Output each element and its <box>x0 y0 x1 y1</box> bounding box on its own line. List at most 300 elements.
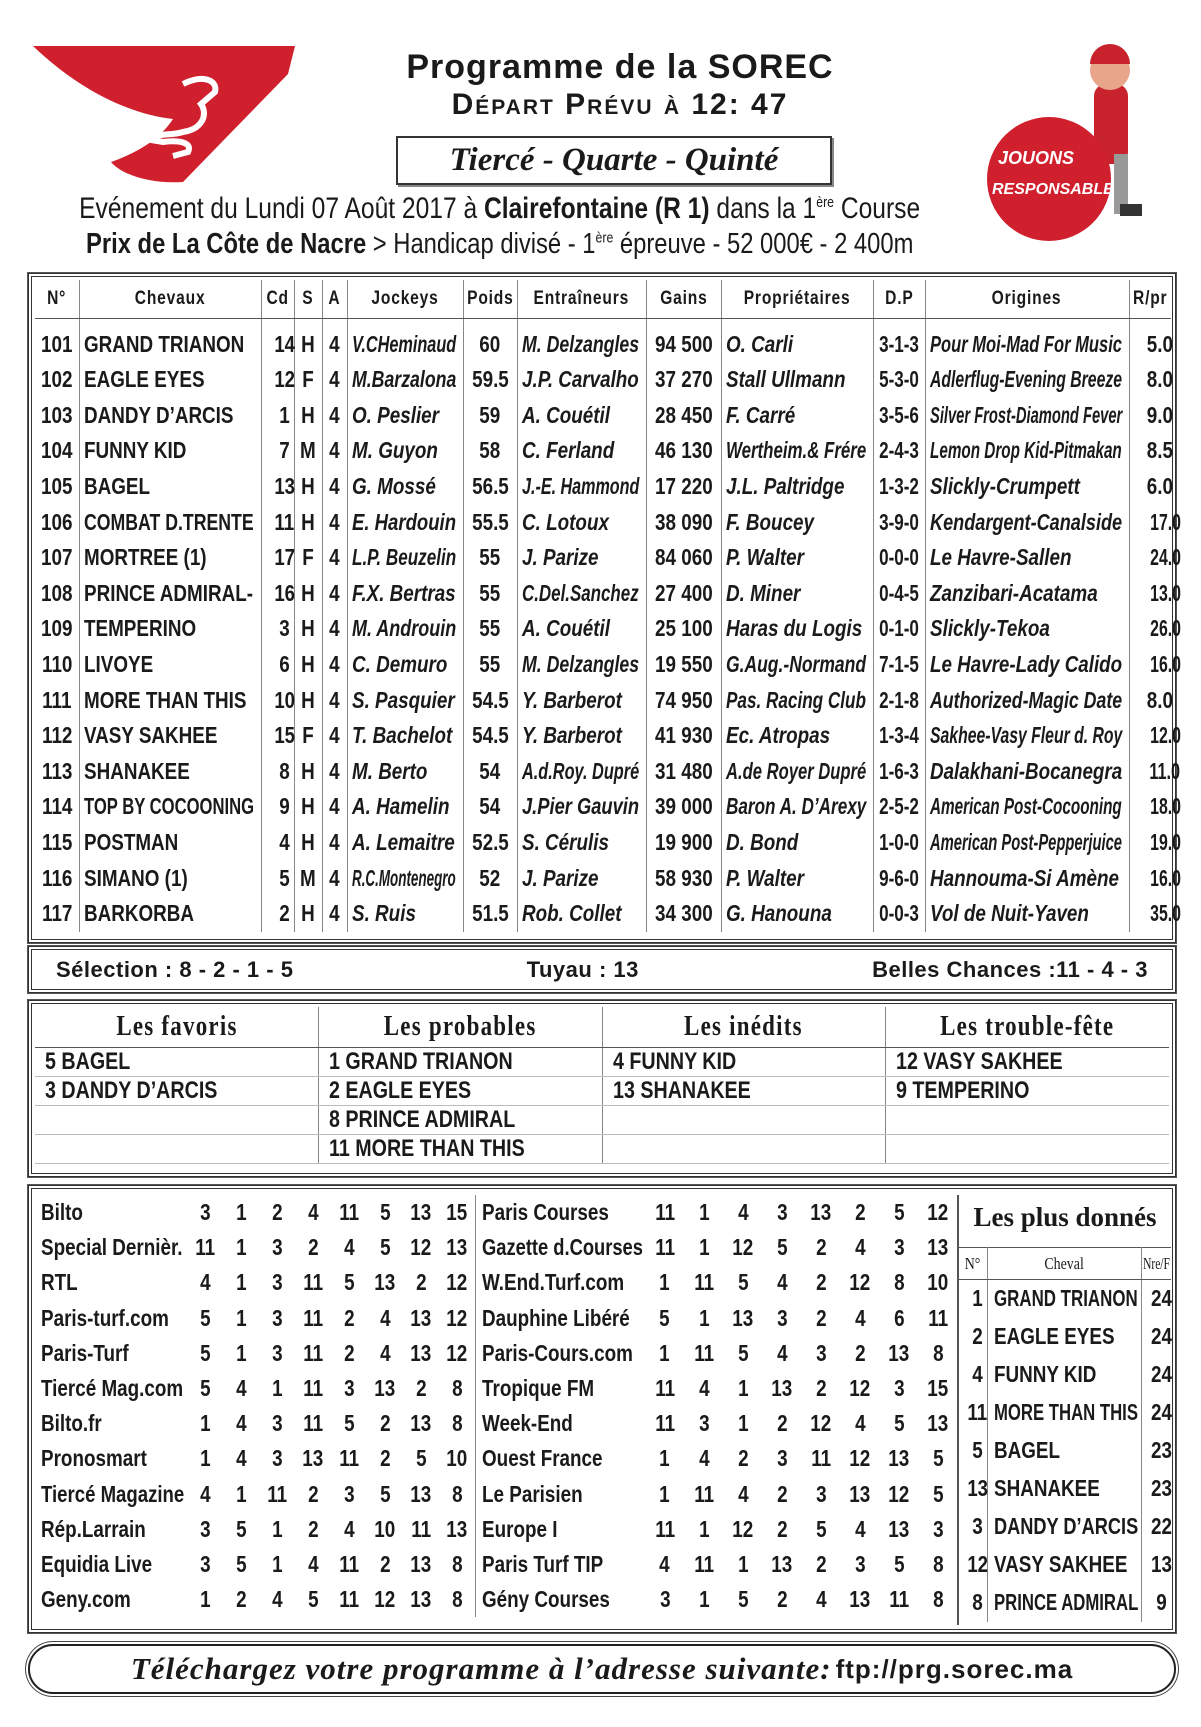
press-pick-text: 11 <box>694 1339 714 1366</box>
cell-weight <box>463 540 517 576</box>
cell-weight <box>463 433 517 469</box>
press-pick <box>919 1336 958 1371</box>
mp-number-text: 13 <box>966 1475 988 1501</box>
cell-sex-text: H <box>301 508 315 535</box>
cell-origins-text: Hannouma-Si Amène <box>929 864 1119 891</box>
cell-dp-text: 0-0-3 <box>879 900 919 927</box>
press-pick-text: 3 <box>271 1234 283 1261</box>
cell-rpr <box>1129 789 1181 825</box>
cell-sex <box>294 718 322 754</box>
cell-owner <box>721 611 873 647</box>
cell-weight <box>463 896 517 932</box>
cell-earnings-text: 34 300 <box>654 900 713 927</box>
runner-row <box>35 318 1171 362</box>
cell-trainer <box>517 469 646 505</box>
cell-earnings-text: 17 220 <box>654 473 713 500</box>
cell-trainer <box>517 540 646 576</box>
press-row <box>476 1547 958 1582</box>
press-pick-text: 13 <box>410 1199 432 1226</box>
mp-horse <box>987 1584 1141 1622</box>
press-pick <box>259 1336 295 1371</box>
most-picked-row <box>959 1584 1171 1622</box>
cell-sex <box>294 576 322 612</box>
cell-jockey-text: C. Demuro <box>351 651 447 678</box>
mp-horse-text: GRAND TRIANON <box>993 1285 1138 1312</box>
cell-cd <box>261 789 294 825</box>
press-pick <box>763 1195 802 1230</box>
cell-dp-text: 3-9-0 <box>879 508 919 535</box>
press-pick <box>403 1547 439 1582</box>
cell-number <box>35 318 79 362</box>
press-pick <box>295 1441 331 1476</box>
press-pick-text: 2 <box>815 1304 827 1331</box>
press-pick-text: 2 <box>235 1586 247 1613</box>
press-row <box>476 1265 958 1300</box>
press-pick-text: 12 <box>810 1410 832 1437</box>
cell-jockey <box>347 789 463 825</box>
press-table-left <box>35 1195 475 1617</box>
press-pick-text: 2 <box>815 1234 827 1261</box>
press-pick-text: 4 <box>307 1199 319 1226</box>
press-pick <box>802 1512 841 1547</box>
press-pick <box>841 1547 880 1582</box>
cell-number <box>35 504 79 540</box>
cell-dp-text: 9-6-0 <box>879 864 919 891</box>
press-pick-text: 2 <box>776 1515 788 1542</box>
cell-cd <box>261 896 294 932</box>
cell-sex-text: H <box>301 473 315 500</box>
press-pick-text: 4 <box>235 1445 247 1472</box>
press-pick <box>802 1336 841 1371</box>
press-pick-text: 11 <box>303 1375 323 1402</box>
press-pick <box>841 1477 880 1512</box>
press-pick <box>724 1301 763 1336</box>
category-entry-text: 5 BAGEL <box>45 1047 131 1075</box>
press-pick-text: 5 <box>343 1269 355 1296</box>
cell-cd-text: 1 <box>279 401 290 428</box>
press-pick-text: 2 <box>307 1234 319 1261</box>
cell-cd-text: 3 <box>279 615 290 642</box>
press-pick-text: 4 <box>854 1515 866 1542</box>
cell-jockey <box>347 433 463 469</box>
cell-age-text: 4 <box>329 544 340 571</box>
cell-dp <box>873 398 925 434</box>
cell-cd-text: 9 <box>279 793 290 820</box>
cell-sex-text: H <box>301 615 315 642</box>
press-pick-text: 13 <box>888 1445 910 1472</box>
cell-age-text: 4 <box>329 900 340 927</box>
most-picked-col-header <box>1141 1248 1171 1280</box>
press-pick-text: 13 <box>410 1304 432 1331</box>
cell-rpr-text: 26.0 <box>1150 615 1181 642</box>
press-pick <box>763 1406 802 1441</box>
cell-earnings-text: 58 930 <box>654 864 713 891</box>
press-pick <box>367 1265 403 1300</box>
press-pick <box>841 1265 880 1300</box>
cell-number <box>35 398 79 434</box>
prize-details: épreuve - 52 000€ - 2 400m <box>613 228 914 260</box>
cell-cd-text: 14 <box>273 330 295 357</box>
cell-origins-text: Silver Frost-Diamond Fever <box>929 401 1122 428</box>
press-pick-text: 5 <box>199 1339 211 1366</box>
press-pick <box>802 1406 841 1441</box>
mp-horse <box>987 1394 1141 1432</box>
press-pick <box>295 1301 331 1336</box>
cell-earnings-text: 27 400 <box>654 579 713 606</box>
press-pick-text: 13 <box>771 1375 793 1402</box>
press-pick-text: 4 <box>235 1410 247 1437</box>
cell-trainer-text: C. Ferland <box>521 437 614 464</box>
cell-weight-text: 59 <box>479 401 501 428</box>
press-pick-text: 11 <box>339 1550 359 1577</box>
mp-number-text: 4 <box>972 1361 983 1387</box>
press-pick <box>919 1512 958 1547</box>
cell-horse-text: LIVOYE <box>83 651 153 678</box>
press-source-text: Paris Turf TIP <box>482 1550 604 1577</box>
cell-earnings <box>646 576 721 612</box>
press-row <box>35 1477 475 1512</box>
press-pick <box>763 1582 802 1617</box>
cell-trainer-text: J.Pier Gauvin <box>521 793 639 820</box>
mp-number-text: 3 <box>972 1513 983 1539</box>
category-entry <box>319 1105 603 1134</box>
category-entry <box>886 1134 1170 1163</box>
press-pick <box>223 1406 259 1441</box>
cell-horse-text: POSTMAN <box>83 829 178 856</box>
press-pick-text: 2 <box>343 1304 355 1331</box>
mp-horse <box>987 1318 1141 1356</box>
press-source <box>35 1301 187 1336</box>
press-pick-text: 13 <box>927 1410 949 1437</box>
cell-owner-text: D. Miner <box>725 579 800 606</box>
cell-horse-text: MORE THAN THIS <box>83 686 246 713</box>
press-pick-text: 2 <box>415 1375 427 1402</box>
cell-trainer-text: C. Lotoux <box>521 508 609 535</box>
cell-rpr <box>1129 504 1181 540</box>
cell-horse <box>79 504 261 540</box>
col-header-dp-text: D.P <box>884 287 914 309</box>
cell-trainer-text: S. Cérulis <box>521 829 609 856</box>
press-pick-text: 1 <box>698 1586 710 1613</box>
press-pick <box>685 1265 724 1300</box>
col-header-horse-text: Chevaux <box>134 287 206 309</box>
press-pick <box>763 1336 802 1371</box>
most-picked-col-header-text: Cheval <box>1044 1253 1084 1273</box>
press-row <box>476 1441 958 1476</box>
press-pick <box>685 1441 724 1476</box>
category-entry-text: 2 EAGLE EYES <box>329 1076 472 1104</box>
press-pick-text: 13 <box>410 1410 432 1437</box>
cell-owner <box>721 433 873 469</box>
press-pick-text: 10 <box>927 1269 949 1296</box>
press-pick <box>646 1512 685 1547</box>
mp-number <box>959 1356 987 1394</box>
press-pick <box>295 1195 331 1230</box>
press-pick <box>223 1582 259 1617</box>
download-url-link[interactable]: ftp://prg.sorec.ma <box>835 1653 1074 1684</box>
cell-origins <box>925 789 1129 825</box>
cell-jockey <box>347 754 463 790</box>
col-header-trainer-text: Entraîneurs <box>533 287 630 309</box>
cell-earnings <box>646 504 721 540</box>
cell-weight <box>463 318 517 362</box>
cell-origins-text: Authorized-Magic Date <box>929 686 1122 713</box>
cell-horse <box>79 896 261 932</box>
press-pick-text: 13 <box>849 1480 871 1507</box>
press-pick-text: 12 <box>888 1480 910 1507</box>
cell-origins-text: Vol de Nuit-Yaven <box>929 900 1089 927</box>
most-picked-row <box>959 1356 1171 1394</box>
cell-owner-text: Stall Ullmann <box>725 366 845 393</box>
cell-horse <box>79 318 261 362</box>
press-pick <box>259 1230 295 1265</box>
press-pick-text: 4 <box>854 1410 866 1437</box>
press-source <box>476 1441 646 1476</box>
cell-earnings-text: 19 900 <box>654 829 713 856</box>
cell-trainer <box>517 789 646 825</box>
cell-dp-text: 0-4-5 <box>879 579 919 606</box>
category-header-text: Les probables <box>383 1010 537 1042</box>
press-pick <box>841 1336 880 1371</box>
cell-age <box>322 611 347 647</box>
event-line <box>40 192 960 226</box>
cell-origins-text: Adlerflug-Evening Breeze <box>929 366 1122 393</box>
press-pick <box>223 1195 259 1230</box>
mp-number-text: 8 <box>972 1589 983 1615</box>
press-pick <box>439 1582 475 1617</box>
press-pick-text: 4 <box>854 1234 866 1261</box>
press-pick-text: 1 <box>737 1550 749 1577</box>
cell-dp <box>873 611 925 647</box>
press-pick-text: 5 <box>415 1445 427 1472</box>
press-source <box>35 1547 187 1582</box>
press-pick <box>331 1512 367 1547</box>
cell-weight <box>463 398 517 434</box>
cell-sex <box>294 860 322 896</box>
press-pick-text: 5 <box>893 1199 905 1226</box>
press-pick <box>331 1265 367 1300</box>
cell-weight <box>463 576 517 612</box>
cell-earnings-text: 94 500 <box>654 330 713 357</box>
cell-jockey-text: E. Hardouin <box>351 508 456 535</box>
cell-rpr <box>1129 469 1171 505</box>
press-pick-text: 13 <box>888 1515 910 1542</box>
col-header-cd <box>261 280 294 318</box>
press-pick <box>724 1265 763 1300</box>
press-pick <box>802 1195 841 1230</box>
event-race-prefix: dans la 1 <box>709 192 817 225</box>
mp-number-text: 5 <box>972 1437 983 1463</box>
press-pick-text: 5 <box>307 1586 319 1613</box>
cell-trainer <box>517 754 646 790</box>
press-pick <box>367 1477 403 1512</box>
cell-horse <box>79 611 261 647</box>
press-source <box>476 1301 646 1336</box>
cell-sex <box>294 398 322 434</box>
runner-row <box>35 433 1171 469</box>
event-race-suffix: Course <box>834 192 921 225</box>
press-pick-text: 11 <box>303 1304 323 1331</box>
runner-row <box>35 504 1171 540</box>
press-pick-text: 2 <box>307 1480 319 1507</box>
cell-age <box>322 647 347 683</box>
cell-age-text: 4 <box>329 473 340 500</box>
press-source-text: Paris-turf.com <box>41 1304 169 1331</box>
cell-trainer-text: M. Delzangles <box>521 651 639 678</box>
cell-earnings-text: 84 060 <box>654 544 713 571</box>
cell-horse-text: FUNNY KID <box>83 437 186 464</box>
mp-count <box>1141 1470 1171 1508</box>
cell-owner-text: G. Hanouna <box>725 900 832 927</box>
cell-number-text: 116 <box>41 864 73 891</box>
cell-dp-text: 3-1-3 <box>879 330 919 357</box>
sorec-logo <box>33 44 295 184</box>
cell-jockey <box>347 611 463 647</box>
mp-number-text: 1 <box>972 1285 983 1312</box>
press-pick <box>187 1547 223 1582</box>
press-pick-text: 15 <box>446 1199 468 1226</box>
cell-rpr <box>1129 647 1181 683</box>
press-pick <box>295 1265 331 1300</box>
press-pick-text: 6 <box>893 1304 905 1331</box>
cell-dp-text: 1-3-2 <box>879 473 919 500</box>
cell-trainer <box>517 504 646 540</box>
cell-owner-text: P. Walter <box>725 864 804 891</box>
cell-cd <box>261 647 294 683</box>
press-row <box>35 1441 475 1476</box>
cell-rpr-text: 9.0 <box>1146 401 1173 428</box>
cell-age-text: 4 <box>329 401 340 428</box>
runners-table <box>35 280 1181 932</box>
cell-sex-text: H <box>301 579 315 606</box>
press-pick <box>685 1301 724 1336</box>
category-entry <box>602 1134 886 1163</box>
most-picked-row <box>959 1280 1171 1318</box>
category-entry-text: 3 DANDY D’ARCIS <box>45 1076 218 1104</box>
press-pick <box>367 1195 403 1230</box>
mp-number-text: 11 <box>967 1399 988 1425</box>
press-pick-text: 13 <box>771 1550 793 1577</box>
press-pick <box>763 1371 802 1406</box>
mp-horse-text: MORE THAN THIS <box>993 1399 1138 1425</box>
press-pick <box>724 1441 763 1476</box>
press-pick <box>187 1195 223 1230</box>
cell-weight-text: 56.5 <box>471 473 509 500</box>
cell-age <box>322 896 347 932</box>
press-pick-text: 3 <box>854 1550 866 1577</box>
press-pick <box>685 1195 724 1230</box>
press-pick-text: 1 <box>659 1480 670 1507</box>
cell-owner <box>721 825 873 861</box>
cell-jockey-text: S. Ruis <box>351 900 416 927</box>
press-pick-text: 4 <box>379 1304 391 1331</box>
cell-cd-text: 12 <box>273 366 295 393</box>
press-pick-text: 2 <box>737 1445 749 1472</box>
cell-sex-text: M <box>300 864 316 891</box>
cell-origins <box>925 540 1129 576</box>
cell-owner <box>721 754 873 790</box>
press-row <box>476 1371 958 1406</box>
cell-origins <box>925 682 1129 718</box>
press-pick <box>880 1195 919 1230</box>
bet-types-box: Tiercé - Quarte - Quinté <box>396 136 832 185</box>
cell-weight-text: 51.5 <box>471 900 509 927</box>
press-pick-text: 1 <box>271 1515 283 1542</box>
press-pick <box>223 1230 259 1265</box>
cell-trainer <box>517 860 646 896</box>
press-row <box>35 1265 475 1300</box>
category-entry-text: 8 PRINCE ADMIRAL <box>329 1105 516 1133</box>
cell-age-text: 4 <box>329 615 340 642</box>
press-pick-text: 15 <box>927 1375 949 1402</box>
cell-cd-text: 11 <box>274 508 295 535</box>
cell-age-text: 4 <box>329 686 340 713</box>
cell-origins <box>925 398 1129 434</box>
cell-horse <box>79 754 261 790</box>
cell-weight <box>463 860 517 896</box>
press-source <box>35 1406 187 1441</box>
cell-earnings-text: 37 270 <box>654 366 713 393</box>
press-row <box>35 1336 475 1371</box>
cell-dp-text: 2-5-2 <box>879 793 919 820</box>
cell-weight <box>463 469 517 505</box>
press-source <box>476 1230 646 1265</box>
press-pick-text: 5 <box>737 1339 749 1366</box>
prize-line <box>40 228 960 261</box>
press-pick-text: 11 <box>411 1515 431 1542</box>
press-pick-text: 3 <box>698 1410 710 1437</box>
press-pick-text: 11 <box>339 1199 359 1226</box>
press-pick-text: 13 <box>810 1199 832 1226</box>
press-pick <box>187 1582 223 1617</box>
cell-dp-text: 1-6-3 <box>879 757 919 784</box>
cell-weight-text: 54.5 <box>471 722 509 749</box>
cell-number <box>35 896 79 932</box>
press-pick-text: 5 <box>776 1234 788 1261</box>
press-pick-text: 5 <box>235 1515 247 1542</box>
cell-cd <box>261 433 294 469</box>
cell-sex <box>294 433 322 469</box>
press-source-text: Gény Courses <box>482 1586 610 1613</box>
press-pick-text: 1 <box>737 1375 749 1402</box>
press-pick-text: 3 <box>932 1515 944 1542</box>
cell-earnings-text: 19 550 <box>654 651 713 678</box>
cell-origins-text: American Post-Cocooning <box>929 793 1122 820</box>
press-source <box>35 1230 187 1265</box>
press-pick <box>331 1195 367 1230</box>
mp-number-text: 2 <box>972 1323 983 1349</box>
cell-cd-text: 15 <box>273 722 295 749</box>
cell-trainer-text: J.P. Carvalho <box>521 366 639 393</box>
col-header-rpr-text: R/pr <box>1133 287 1168 309</box>
runner-row <box>35 540 1171 576</box>
cell-trainer <box>517 718 646 754</box>
press-pick-text: 1 <box>199 1445 211 1472</box>
cell-rpr-text: 8.0 <box>1146 686 1173 713</box>
cell-owner <box>721 682 873 718</box>
press-pick-text: 2 <box>379 1550 391 1577</box>
press-pick-text: 3 <box>271 1445 283 1472</box>
press-row <box>476 1336 958 1371</box>
cell-sex <box>294 611 322 647</box>
press-source-text: Paris-Cours.com <box>482 1339 633 1366</box>
cell-rpr <box>1129 718 1181 754</box>
press-pick <box>802 1547 841 1582</box>
mp-number <box>959 1432 987 1470</box>
cell-weight <box>463 611 517 647</box>
press-pick <box>439 1406 475 1441</box>
cell-age <box>322 754 347 790</box>
